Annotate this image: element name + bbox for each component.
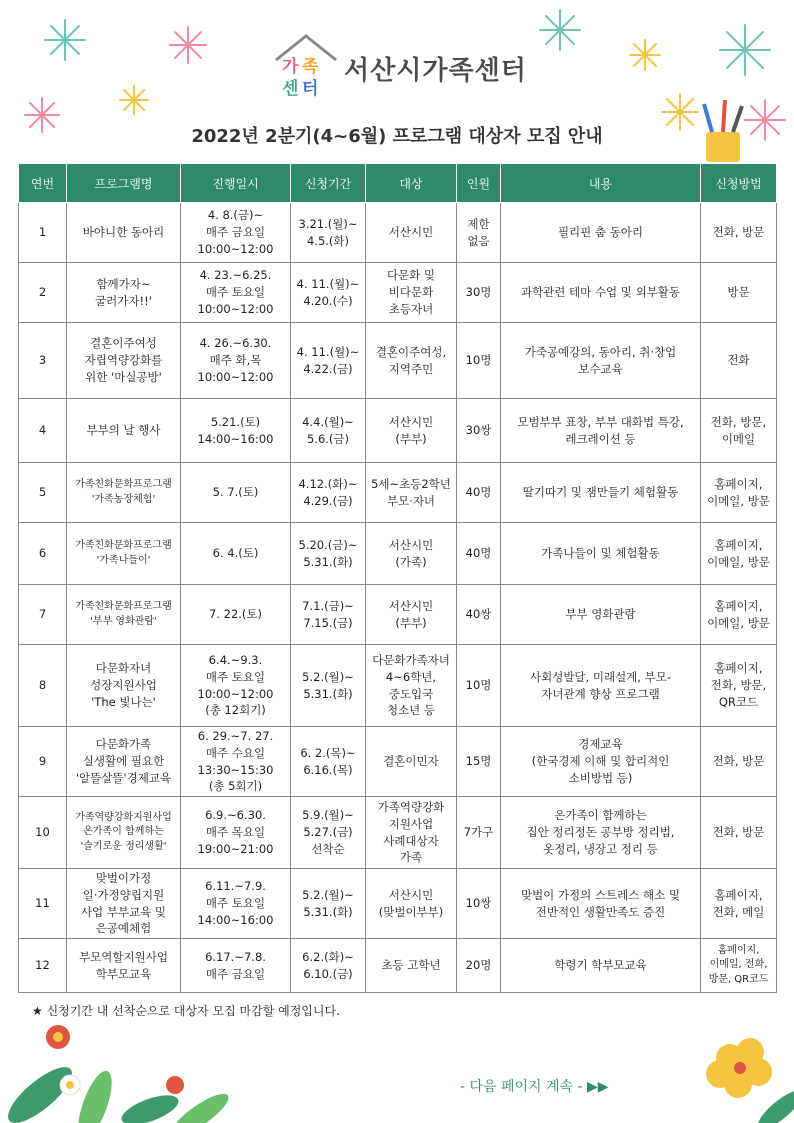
program-name-cell: 부모역할지원사업 학부모교육 [67,939,181,993]
content-cell: 딸기따기 및 잼만들기 체험활동 [501,463,701,523]
capacity-cell: 30명 [457,263,501,323]
capacity-cell: 15명 [457,727,501,797]
content-cell: 사회성발달, 미래설계, 부모- 자녀관계 향상 프로그램 [501,645,701,727]
content-cell: 부부 영화관람 [501,585,701,645]
row-number-cell: 5 [19,463,67,523]
capacity-cell: 제한 없음 [457,203,501,263]
application-method-cell: 홈페이지, 이메일, 방문 [701,585,777,645]
capacity-cell: 10명 [457,323,501,399]
schedule-cell: 6. 4.(토) [181,523,291,585]
column-header: 인원 [457,164,501,203]
table-header-row [19,164,777,203]
table-row [19,585,777,645]
row-number-cell: 11 [19,869,67,939]
row-number-cell: 1 [19,203,67,263]
capacity-cell: 10명 [457,645,501,727]
capacity-cell: 20명 [457,939,501,993]
row-number-cell: 3 [19,323,67,399]
program-name-cell: 다문화자녀 성장지원사업 'The 빛나는' [67,645,181,727]
column-header: 신청방법 [701,164,777,203]
application-method-cell: 홈페이지, 전화, 메일 [701,869,777,939]
decorative-flowers-left [0,1015,260,1123]
table-row [19,203,777,263]
row-number-cell: 9 [19,727,67,797]
schedule-cell: 5. 7.(토) [181,463,291,523]
footer-note: ★ 신청기간 내 선착순으로 대상자 모집 마감할 예정입니다. [32,1004,340,1018]
application-period-cell: 4. 11.(월)~ 4.20.(수) [291,263,366,323]
target-cell: 결혼이주여성, 지역주민 [366,323,457,399]
content-cell: 필리핀 춤 동아리 [501,203,701,263]
table-row [19,869,777,939]
target-cell: 다문화 및 비다문화 초등자녀 [366,263,457,323]
column-header: 연번 [19,164,67,203]
application-method-cell: 홈페이지, 이메일, 방문 [701,523,777,585]
target-cell: 서산시민 [366,203,457,263]
table-row [19,523,777,585]
program-name-cell: 부부의 날 행사 [67,399,181,463]
column-header: 프로그램명 [67,164,181,203]
program-name-cell: 다문화가족 실생활에 필요한 '알뜰살뜰'경제교육 [67,727,181,797]
table-row [19,463,777,523]
application-method-cell: 전화, 방문, 이메일 [701,399,777,463]
application-period-cell: 4.4.(월)~ 5.6.(금) [291,399,366,463]
schedule-cell: 6.17.~7.8. 매주 금요일 [181,939,291,993]
application-period-cell: 3.21.(월)~ 4.5.(화) [291,203,366,263]
target-cell: 서산시민 (부부) [366,585,457,645]
program-name-cell: 가족친화문화프로그램 '가족농장체험' [67,463,181,523]
content-cell: 학령기 학부모교육 [501,939,701,993]
column-header: 대상 [366,164,457,203]
program-name-cell: 가족친화문화프로그램 '가족나들이' [67,523,181,585]
schedule-cell: 6. 29.~7. 27. 매주 수요일 13:30~15:30 (총 5회기) [181,727,291,797]
schedule-cell: 6.11.~7.9. 매주 토요일 14:00~16:00 [181,869,291,939]
row-number-cell: 2 [19,263,67,323]
program-name-cell: 결혼이주여성 자립역량강화를 위한 '마실공방' [67,323,181,399]
application-period-cell: 6.2.(화)~ 6.10.(금) [291,939,366,993]
capacity-cell: 10쌍 [457,869,501,939]
page-title: 2022년 2분기(4~6월) 프로그램 대상자 모집 안내 [191,126,603,147]
org-name: 서산시가족센터 [344,56,527,86]
svg-text:터: 터 [302,79,319,98]
schedule-cell: 4. 26.~6.30. 매주 화,목 10:00~12:00 [181,323,291,399]
content-cell: 모범부부 표창, 부부 대화법 특강, 레크레이션 등 [501,399,701,463]
house-logo-icon [272,32,340,98]
content-cell: 가족나들이 및 체험활동 [501,523,701,585]
content-cell: 가죽공예강의, 동아리, 취·창업 보수교육 [501,323,701,399]
table-row [19,323,777,399]
program-name-cell: 함께가자~ 굴러가자!!' [67,263,181,323]
table-row [19,939,777,993]
schedule-cell: 6.9.~6.30. 매주 목요일 19:00~21:00 [181,797,291,869]
row-number-cell: 12 [19,939,67,993]
row-number-cell: 4 [19,399,67,463]
column-header: 내용 [501,164,701,203]
application-method-cell: 홈페이지, 이메일, 전화, 방문, QR코드 [701,939,777,993]
schedule-cell: 4. 8.(금)~ 매주 금요일 10:00~12:00 [181,203,291,263]
application-method-cell: 홈페이지, 이메일, 방문 [701,463,777,523]
application-period-cell: 7.1.(금)~ 7.15.(금) [291,585,366,645]
target-cell: 초등 고학년 [366,939,457,993]
table-row [19,797,777,869]
application-period-cell: 4.12.(화)~ 4.29.(금) [291,463,366,523]
column-header: 진행일시 [181,164,291,203]
program-name-cell: 가족역량강화지원사업 온가족이 함께하는 '슬기로운 정리생활' [67,797,181,869]
content-cell: 맞벌이 가정의 스트레스 해소 및 전반적인 생활만족도 증진 [501,869,701,939]
svg-text:센: 센 [282,79,299,98]
sparkle-icon [630,40,660,70]
sparkle-icon [120,86,148,114]
sparkle-icon [45,20,85,60]
application-method-cell: 전화, 방문 [701,797,777,869]
content-cell: 경제교육 (한국경제 이해 및 합리적인 소비방법 등) [501,727,701,797]
schedule-cell: 6.4.~9.3. 매주 토요일 10:00~12:00 (총 12회기) [181,645,291,727]
svg-text:가: 가 [282,57,299,77]
application-method-cell: 홈페이지, 전화, 방문, QR코드 [701,645,777,727]
capacity-cell: 40명 [457,463,501,523]
target-cell: 가족역량강화 지원사업 사례대상자 가족 [366,797,457,869]
schedule-cell: 7. 22.(토) [181,585,291,645]
application-method-cell: 전화 [701,323,777,399]
program-name-cell: 맞벌이가정 일·가정양립지원 사업 부부교육 및 은공예체험 [67,869,181,939]
application-period-cell: 5.2.(월)~ 5.31.(화) [291,869,366,939]
capacity-cell: 40쌍 [457,585,501,645]
target-cell: 다문화가족자녀 4~6학년, 중도입국 청소년 등 [366,645,457,727]
table-row [19,263,777,323]
content-cell: 과학관련 테마 수업 및 외부활동 [501,263,701,323]
decorative-flowers-right [680,1030,794,1123]
table-row [19,645,777,727]
application-period-cell: 5.2.(월)~ 5.31.(화) [291,645,366,727]
capacity-cell: 7가구 [457,797,501,869]
schedule-cell: 4. 23.~6.25. 매주 토요일 10:00~12:00 [181,263,291,323]
program-table [18,163,777,993]
svg-text:족: 족 [302,57,319,77]
capacity-cell: 30쌍 [457,399,501,463]
row-number-cell: 8 [19,645,67,727]
application-period-cell: 5.9.(월)~ 5.27.(금) 선착순 [291,797,366,869]
column-header: 신청기간 [291,164,366,203]
program-name-cell: 바야니한 동아리 [67,203,181,263]
target-cell: 결혼이민자 [366,727,457,797]
program-name-cell: 가족친화문화프로그램 '부부 영화관람' [67,585,181,645]
application-period-cell: 4. 11.(월)~ 4.22.(금) [291,323,366,399]
table-row [19,727,777,797]
table-row [19,399,777,463]
application-method-cell: 전화, 방문 [701,727,777,797]
capacity-cell: 40명 [457,523,501,585]
sparkle-icon [170,27,206,63]
application-method-cell: 전화, 방문 [701,203,777,263]
application-period-cell: 6. 2.(목)~ 6.16.(목) [291,727,366,797]
center-logo [272,32,552,98]
row-number-cell: 10 [19,797,67,869]
application-method-cell: 방문 [701,263,777,323]
target-cell: 서산시민 (가족) [366,523,457,585]
target-cell: 서산시민 (맞벌이부부) [366,869,457,939]
content-cell: 온가족이 함께하는 집안 정리정돈 공부방 정리법, 옷정리, 냉장고 정리 등 [501,797,701,869]
schedule-cell: 5.21.(토) 14:00~16:00 [181,399,291,463]
application-period-cell: 5.20.(금)~ 5.31.(화) [291,523,366,585]
next-page-indicator: - 다음 페이지 계속 - ▶▶ [460,1079,609,1095]
target-cell: 서산시민 (부부) [366,399,457,463]
row-number-cell: 6 [19,523,67,585]
sparkle-icon [720,25,770,75]
target-cell: 5세~초등2학년 부모·자녀 [366,463,457,523]
row-number-cell: 7 [19,585,67,645]
